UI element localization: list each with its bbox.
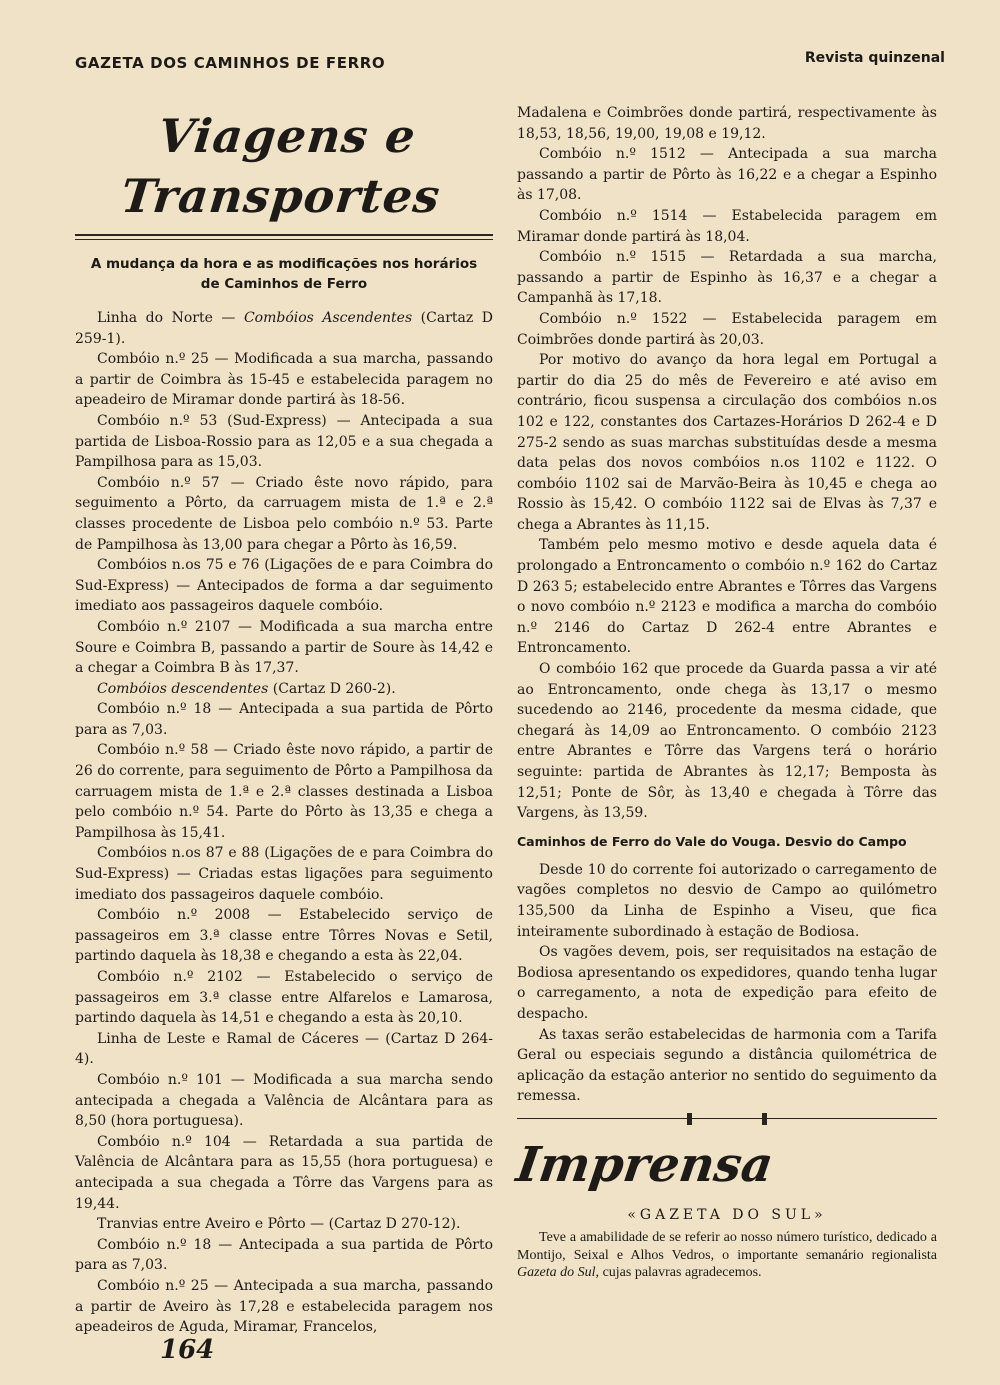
paragraph: Madalena e Coimbrões donde partirá, respectivamente às 18,53, 18,56, 19,00, 19,08 e 19,12. bbox=[517, 105, 937, 142]
page-number: 164 bbox=[160, 1335, 215, 1365]
paragraph bbox=[75, 1070, 493, 1132]
left-column bbox=[75, 106, 493, 1338]
paragraph bbox=[75, 967, 493, 1029]
paragraph bbox=[75, 843, 493, 905]
paragraph-text: Combóios n.os 87 e 88 (Ligações de e para Coimbra do Sud-Express) — Criadas estas ligações para seguimento imediato dos passageiros daquele combóio. bbox=[75, 845, 493, 903]
paragraph-text: Combóio n.º 58 — Criado êste novo rápido, a partir de 26 do corrente, para seguimento de Pôrto a Pampilhosa da carruagem mista de 1.ª e 2.ª classes destinada a Lisboa pelo combóio n.º 54. Parte do Pôrto às 13,35 e chega a Pampilhosa às 15,41. bbox=[75, 742, 493, 841]
press-item-title: «GAZETA DO SUL» bbox=[627, 1206, 827, 1223]
vouga-paragraphs bbox=[517, 860, 937, 1107]
divider-line bbox=[517, 1118, 937, 1119]
paragraph: Combóio n.º 1515 — Retardada a sua marcha, passando a partir de Espinho às 16,37 e a chegar a Campanhã às 17,18. bbox=[517, 249, 937, 307]
paragraph: Combóio n.º 1522 — Estabelecida paragem em Coimbrões donde partirá às 20,03. bbox=[517, 310, 937, 348]
paragraph: Os vagões devem, pois, ser requisitados na estação de Bodiosa apresentando os expedidores, quando tenha lugar o carregamento, a nota de expedição para efeito de despacho. bbox=[517, 944, 937, 1022]
paragraph-text: Combóio n.º 18 — Antecipada a sua partida de Pôrto para as 7,03. bbox=[75, 1236, 493, 1274]
paragraph-text: Combóio n.º 57 — Criado êste novo rápido, para seguimento a Pôrto, da carruagem mista de 1.ª e 2.ª classes procedente de Lisboa pelo combóio n.º 53. Parte de Pampilhosa às 13,00 para chegar a Pôrto às 16,59. bbox=[75, 474, 493, 553]
paragraph-text: Combóio n.º 104 — Retardada a sua partida de Valência de Alcântara para as 15,55 (hora portuguesa) e antecipada a sua chegada a Tôrre das Vargens para as 19,44. bbox=[75, 1133, 493, 1212]
paragraph: Também pelo mesmo motivo e desde aquela data é prolongado a Entroncamento o combóio n.º 162 do Cartaz D 263 5; estabelecido entre Abrantes e Tôrres das Vargens o novo combóio n.º 2123 e modifica a marcha do combóio n.º 2146 do Cartaz D 262-4 entre Abrantes e Entroncamento. bbox=[517, 537, 937, 657]
paragraph bbox=[75, 699, 493, 740]
paragraph bbox=[75, 473, 493, 555]
paragraph bbox=[75, 905, 493, 967]
paragraph-text: Combóio n.º 2008 — Estabelecido serviço de passageiros em 3.ª classe entre Tôrres Novas e Setil, partindo daquela às 18,38 e chegando a esta às 22,04. bbox=[75, 907, 493, 965]
running-header-subtitle: Revista quinzenal bbox=[804, 50, 945, 66]
paragraph-text: Linha de Leste e Ramal de Cáceres — (Cartaz D 264-4). bbox=[75, 1030, 493, 1068]
paragraph: Combóio n.º 1514 — Estabelecida paragem em Miramar donde partirá às 18,04. bbox=[517, 207, 937, 245]
press-body-emphasis: Gazeta do Sul, bbox=[517, 1265, 600, 1281]
paragraph-text: (Cartaz D 260-2). bbox=[268, 680, 396, 697]
paragraph bbox=[75, 349, 493, 411]
paragraph bbox=[75, 679, 493, 700]
running-header-title: GAZETA DOS CAMINHOS DE FERRO bbox=[75, 54, 386, 72]
right-paragraphs bbox=[517, 103, 937, 824]
section-heading-vouga: Caminhos de Ferro do Vale do Vouga. Desvio do Campo bbox=[517, 833, 907, 849]
paragraph: Por motivo do avanço da hora legal em Portugal a partir do dia 25 do mês de Fevereiro e até aviso em contrário, ficou suspensa a circulação dos combóios n.os 102 e 122, constantes dos Cartazes-Horários D 262-4 e D 275-2 sendo as suas marchas substituídas desde a mesma data pelas dos novos combóios n.os 1102 e 1122. O combóio 1102 sai de Marvão-Beira às 10,45 e chega ao Rossio às 15,42. O combóio 1122 sai de Elvas às 7,37 e chega a Abrantes às 11,15. bbox=[517, 352, 937, 533]
section-title-imprensa: Imprensa bbox=[513, 1136, 777, 1193]
paragraph bbox=[75, 740, 493, 843]
paragraph-emphasis: Combóios descendentes bbox=[97, 680, 269, 697]
paragraph bbox=[75, 1235, 493, 1276]
article-subheading bbox=[75, 254, 493, 294]
paragraph-text: Combóios n.os 75 e 76 (Ligações de e para Coimbra do Sud-Express) — Antecipados de forma a dar seguimento imediato aos passageiros daquele combóio. bbox=[75, 557, 493, 615]
paragraph-text: Tranvias entre Aveiro e Pôrto — (Cartaz D 270-12). bbox=[97, 1216, 461, 1233]
paragraph bbox=[75, 1214, 493, 1235]
paragraph bbox=[75, 1029, 493, 1070]
subheading-line-2: de Caminhos de Ferro bbox=[200, 276, 368, 292]
paragraph-emphasis: Combóios Ascendentes bbox=[243, 310, 413, 326]
paragraph bbox=[75, 555, 493, 617]
paragraph-text: Combóio n.º 2107 — Modificada a sua marcha entre Soure e Coimbra B, passando a partir de Soure às 14,42 e a chegar a Coimbra B às 17,37. bbox=[75, 618, 493, 677]
paragraph bbox=[75, 308, 493, 349]
paragraph: O combóio 162 que procede da Guarda passa a vir até ao Entroncamento, onde chega às 13,17 o mesmo sucedendo ao 2146, procedente da mesma cidade, que chegará às 14,09 ao Entroncamento. O combóio 2123 entre Abrantes e Tôrre das Vargens terá o horário seguinte: partida de Abrantes às 12,17; Bemposta às 12,51; Ponte de Sôr, às 13,40 e chegada à Tôrre das Vargens, às 13,59. bbox=[517, 661, 937, 822]
divider-knob-left bbox=[687, 1113, 692, 1125]
section-divider bbox=[517, 1113, 937, 1125]
press-body-part-b: cujas palavras agradecemos. bbox=[599, 1265, 762, 1281]
subheading-line-1: A mudança da hora e as modificações nos horários bbox=[90, 256, 478, 272]
paragraph-text: Combóio n.º 53 (Sud-Express) — Antecipada a sua partida de Lisboa-Rossio para as 12,05 e a sua chegada a Pampilhosa para as 15,03. bbox=[75, 412, 493, 471]
paragraph-text: Combóio n.º 101 — Modificada a sua marcha sendo antecipada a chegada a Valência de Alcântara para as 8,50 (hora portuguesa). bbox=[75, 1071, 493, 1130]
paragraph-text: Combóio n.º 25 — Modificada a sua marcha, passando a partir de Coimbra às 15-45 e estabelecida paragem no apeadeiro de Miramar donde partirá às 18-56. bbox=[75, 351, 493, 409]
right-column bbox=[513, 103, 937, 1282]
paragraph-text: Combóio n.º 2102 — Estabelecido o serviço de passageiros em 3.ª classe entre Alfarelos e Lamarosa, partindo daquela às 14,51 e chegando a esta às 20,10. bbox=[75, 969, 493, 1027]
paragraph: Combóio n.º 1512 — Antecipada a sua marcha passando a partir de Pôrto às 16,22 e a chegar a Espinho às 17,08. bbox=[517, 146, 937, 204]
press-item-body bbox=[517, 1229, 937, 1282]
paragraph: Desde 10 do corrente foi autorizado o carregamento de vagões completos no desvio de Campo ao quilómetro 135,500 da Linha de Espinho a Viseu, que fica inteiramente subordinado à estação de Bodiosa. bbox=[517, 861, 937, 940]
paragraph bbox=[75, 411, 493, 473]
section-title-viagens: Viagens e Transportes bbox=[118, 109, 444, 223]
paragraph-text: Combóio n.º 25 — Antecipada a sua marcha, passando a partir de Aveiro às 17,28 e estabelecida paragem nos apeadeiros de Aguda, Miramar, Francelos, bbox=[75, 1277, 493, 1336]
left-paragraphs bbox=[75, 308, 493, 1338]
paragraph-text: Combóio n.º 18 — Antecipada a sua partida de Pôrto para as 7,03. bbox=[75, 701, 493, 738]
paragraph-text: (Cartaz D 259-1). bbox=[75, 310, 493, 347]
paragraph-text: Linha do Norte — bbox=[97, 310, 244, 326]
divider-knob-right bbox=[762, 1113, 767, 1125]
paragraph bbox=[75, 617, 493, 679]
press-body-part-a: Teve a amabilidade de se referir ao nosso número turístico, dedicado a Montijo, Seixal e Alhos Vedros, o importante semanário regionalista bbox=[517, 1229, 937, 1263]
paragraph: As taxas serão estabelecidas de harmonia com a Tarifa Geral ou especiais segundo a distância quilométrica de aplicação da estação anterior no sentido do seguimento da remessa. bbox=[517, 1026, 937, 1105]
paragraph bbox=[75, 1132, 493, 1214]
title-rule bbox=[75, 234, 493, 240]
paragraph bbox=[75, 1276, 493, 1338]
